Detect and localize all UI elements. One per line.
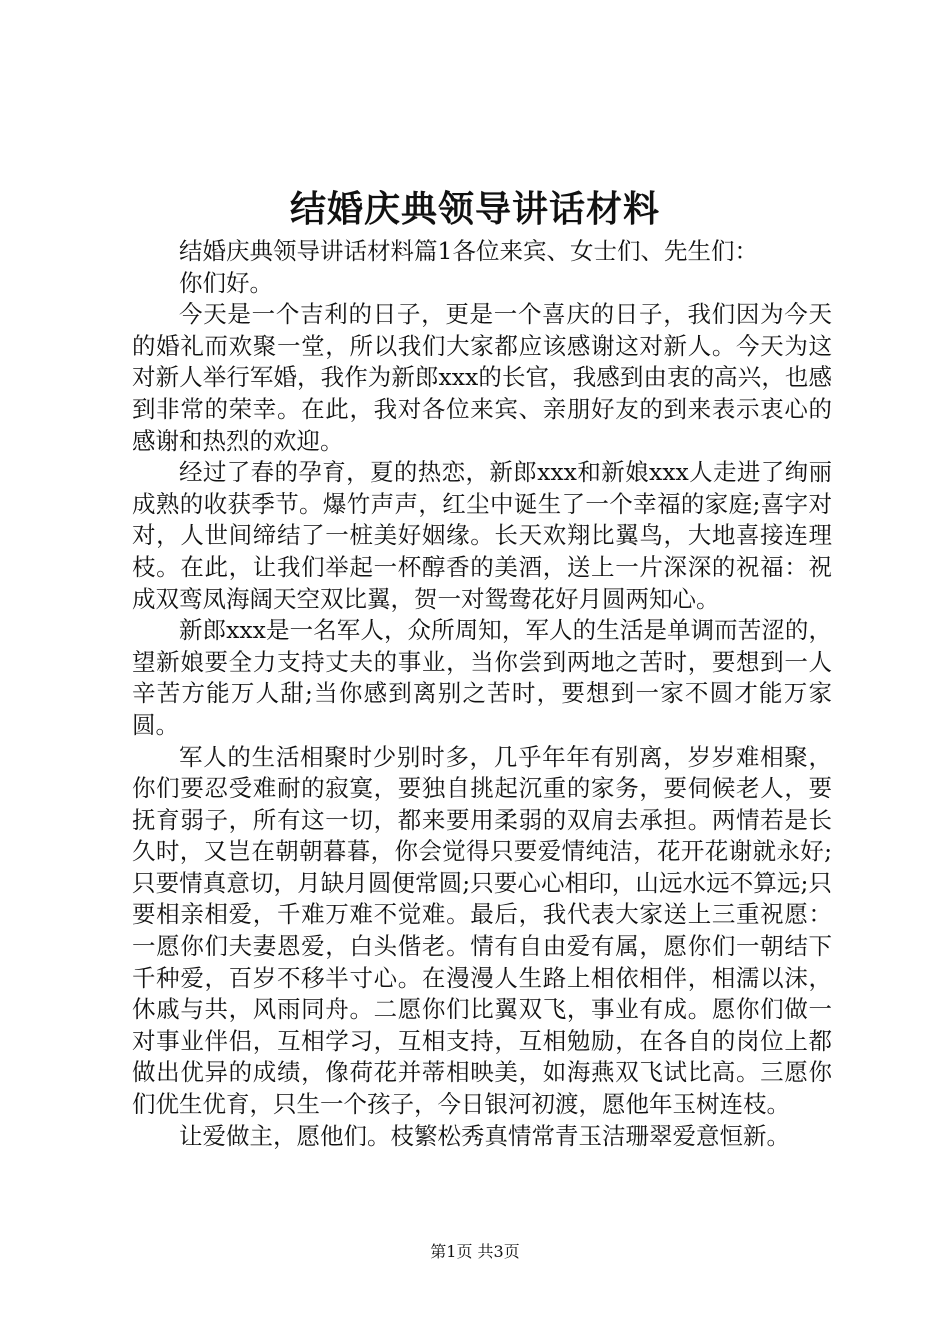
paragraph: 经过了春的孕育，夏的热恋，新郎xxx和新娘xxx人走进了绚丽成熟的收获季节。爆竹声声，红尘中诞生了一个幸福的家庭;喜字对对，人世间缔结了一桩美好姻缘。长天欢翔比翼鸟，大地喜接连理枝。在此，让我们举起一杯醇香的美酒，送上一片深深的祝福：祝成双鸾凤海阔天空双比翼，贺一对鸳鸯花好月圆两知心。 (132, 458, 832, 613)
page-footer: 第1页 共3页 (430, 1242, 520, 1261)
paragraph-intro: 结婚庆典领导讲话材料篇1各位来宾、女士们、先生们： (179, 237, 758, 265)
document-body (132, 236, 832, 1152)
paragraph: 新郎xxx是一名军人，众所周知，军人的生活是单调而苦涩的，望新娘要全力支持丈夫的事业，当你尝到两地之苦时，要想到一人辛苦方能万人甜;当你感到离别之苦时，要想到一家不圆才能万家圆。 (132, 616, 832, 739)
paragraph-greeting: 你们好。 (179, 268, 273, 297)
document-title: 结婚庆典领导讲话材料 (289, 188, 660, 230)
paragraph: 军人的生活相聚时少别时多，几乎年年有别离，岁岁难相聚，你们要忍受难耐的寂寞，要独自挑起沉重的家务，要伺候老人，要抚育弱子，所有这一切，都来要用柔弱的双肩去承担。两情若是长久时，又岂在朝朝暮暮，你会觉得只要爱情纯洁，花开花谢就永好;只要情真意切，月缺月圆便常圆;只要心心相印，山远水远不算远;只要相亲相爱，千难万难不觉难。最后，我代表大家送上三重祝愿：一愿你们夫妻恩爱，白头偕老。情有自由爱有属，愿你们一朝结下千种爱，百岁不移半寸心。在漫漫人生路上相依相伴，相濡以沫，休戚与共，风雨同舟。二愿你们比翼双飞，事业有成。愿你们做一对事业伴侣，互相学习，互相支持，互相勉励，在各自的岗位上都做出优异的成绩，像荷花并蒂相映美，如海燕双飞试比高。三愿你们优生优育，只生一个孩子，今日银河初渡，愿他年玉树连枝。 (132, 742, 832, 1119)
paragraph: 让爱做主，愿他们。枝繁松秀真情常青玉洁珊翠爱意恒新。 (179, 1121, 790, 1150)
paragraph: 今天是一个吉利的日子，更是一个喜庆的日子，我们因为今天的婚礼而欢聚一堂，所以我们大家都应该感谢这对新人。今天为这对新人举行军婚，我作为新郎xxx的长官，我感到由衷的高兴，也感到非常的荣幸。在此，我对各位来宾、亲朋好友的到来表示衷心的感谢和热烈的欢迎。 (132, 300, 832, 455)
